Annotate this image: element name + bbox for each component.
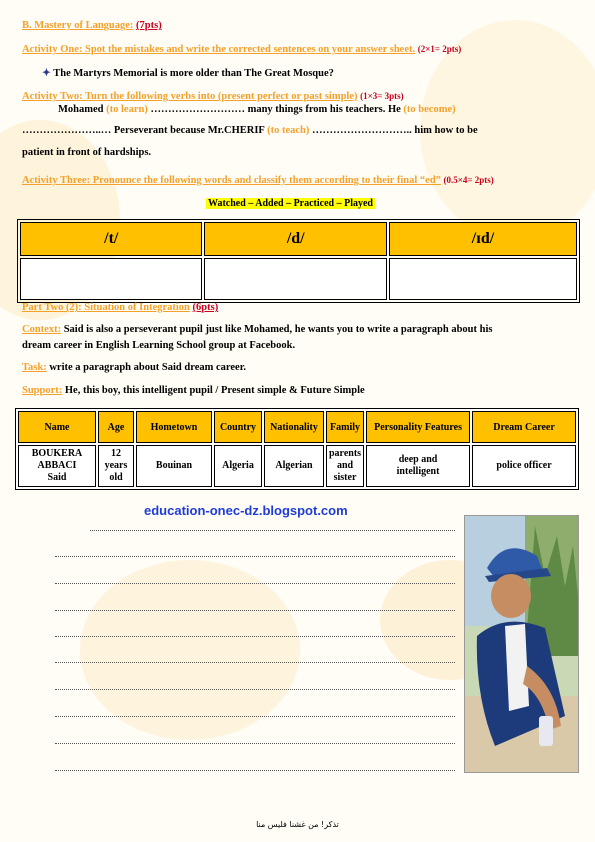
text: ABBACI	[37, 460, 77, 471]
background-decoration	[80, 560, 300, 740]
column-header-id: /ɪd/	[389, 222, 577, 256]
writing-line	[55, 556, 455, 557]
text: and	[336, 460, 354, 471]
support-label: Support:	[22, 385, 63, 396]
cell-personality	[366, 445, 470, 487]
writing-line	[55, 716, 455, 717]
activity-three-heading	[22, 175, 494, 186]
cell-nationality: Algerian	[264, 445, 324, 487]
activity-two-title: Activity Two: Turn the following verbs into (present perfect or past simple)	[22, 91, 358, 102]
profile-table	[15, 408, 579, 490]
section-label: B. Mastery of Language:	[22, 20, 134, 31]
text: …………………..… Perseverant because Mr.CHERIF	[22, 125, 265, 136]
activity-two-line-3: patient in front of hardships.	[22, 147, 152, 158]
activity-two-line-1	[58, 104, 456, 115]
answer-cell-d	[204, 258, 386, 300]
activity-three-points: (0.5×4= 2pts)	[443, 175, 494, 185]
bullet-star-icon: ✦	[42, 68, 51, 79]
activity-one-points: (2×1= 2pts)	[417, 44, 462, 54]
activity-three-title: Activity Three: Pronounce the following words and classify them according to their final “ed”	[22, 175, 441, 186]
context-text: Said is also a perseverant pupil just like Mohamed, he wants you to write a paragraph about his	[63, 324, 493, 335]
text: intelligent	[396, 466, 440, 477]
text: sister	[333, 472, 357, 483]
activity-two-points: (1×3= 3pts)	[360, 91, 404, 101]
activity-one-heading	[22, 44, 461, 55]
writing-line	[90, 530, 455, 531]
words-to-classify: Watched – Added – Practiced – Played	[208, 198, 373, 209]
support-text: He, this boy, this intelligent pupil / Present simple & Future Simple	[64, 385, 365, 396]
answer-cell-id	[389, 258, 577, 300]
text: old	[109, 472, 123, 483]
task-row	[22, 362, 246, 373]
activity-one-title: Activity One: Spot the mistakes and write the corrected sentences on your answer sheet.	[22, 44, 416, 55]
writing-line	[55, 636, 455, 637]
cell-name	[18, 445, 96, 487]
writing-line	[55, 583, 455, 584]
header-personality: Personality Features	[366, 411, 470, 443]
header-age: Age	[98, 411, 134, 443]
text: Mohamed	[58, 104, 104, 115]
context-row	[22, 324, 493, 335]
writing-line	[55, 662, 455, 663]
text: parents	[329, 448, 362, 459]
cell-country: Algeria	[214, 445, 262, 487]
verb-hint: (to learn)	[106, 104, 148, 115]
header-country: Country	[214, 411, 262, 443]
cell-hometown: Bouinan	[136, 445, 212, 487]
verb-hint: (to become)	[403, 104, 456, 115]
footer-text: تذكر! من غشنا فليس منا	[256, 820, 339, 829]
writing-line	[55, 610, 455, 611]
header-hometown: Hometown	[136, 411, 212, 443]
activity-two-line-2	[22, 125, 478, 136]
text: deep and	[398, 454, 438, 465]
writing-line	[55, 689, 455, 690]
part-two-points: (6pts)	[192, 302, 219, 313]
part-two-title: Part Two (2): Situation of Integration	[22, 302, 190, 313]
writing-line	[55, 743, 455, 744]
text: Said	[47, 472, 67, 483]
verb-hint: (to teach)	[267, 125, 310, 136]
column-header-t: /t/	[20, 222, 202, 256]
text: ……………………….. him how to be	[311, 125, 478, 136]
section-heading	[22, 20, 162, 31]
section-points: (7pts)	[136, 20, 162, 31]
context-text-2: dream career in English Learning School group at Facebook.	[22, 340, 296, 351]
text: ……………………… many things from his teachers. He	[150, 104, 401, 115]
header-family: Family	[326, 411, 364, 443]
cell-dream-career: police officer	[472, 445, 576, 487]
header-nationality: Nationality	[264, 411, 324, 443]
part-two-heading	[22, 302, 218, 313]
website-link[interactable]: education-onec-dz.blogspot.com	[144, 503, 348, 518]
task-label: Task:	[22, 362, 47, 373]
activity-two-heading	[22, 91, 404, 102]
activity-one-sentence-row	[42, 67, 334, 79]
task-text: write a paragraph about Said dream career.	[49, 362, 247, 373]
cell-family	[326, 445, 364, 487]
header-name: Name	[18, 411, 96, 443]
column-header-d: /d/	[204, 222, 386, 256]
context-label: Context:	[22, 324, 62, 335]
header-dream-career: Dream Career	[472, 411, 576, 443]
support-row	[22, 385, 365, 396]
answer-cell-t	[20, 258, 202, 300]
pupil-photo	[464, 515, 579, 773]
writing-line	[55, 770, 455, 771]
activity-one-sentence: The Martyrs Memorial is more older than The Great Mosque?	[53, 68, 334, 79]
cell-age	[98, 445, 134, 487]
pronunciation-table	[17, 219, 580, 303]
text: 12	[111, 448, 121, 459]
text: BOUKERA	[31, 448, 83, 459]
text: years	[104, 460, 128, 471]
